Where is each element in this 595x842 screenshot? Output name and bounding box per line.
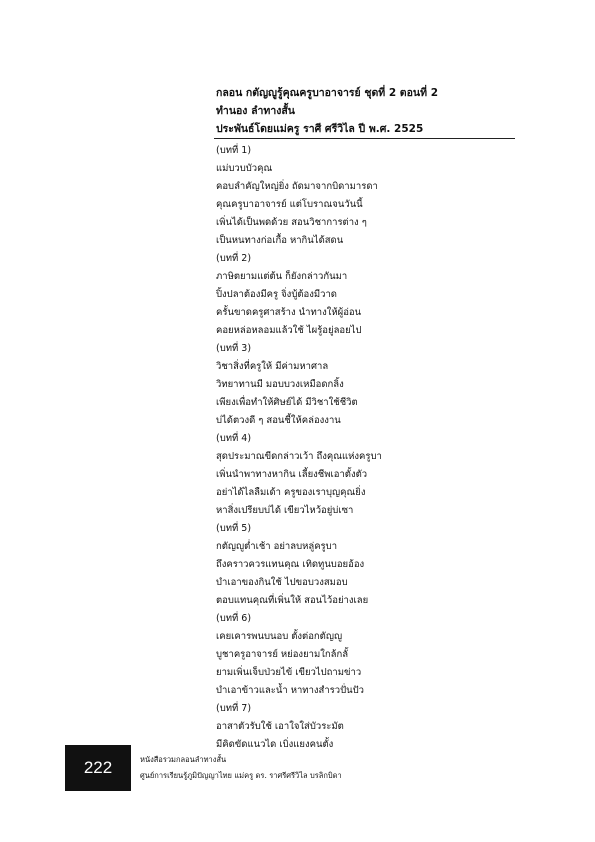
poem-line: ปิ้งปลาต้องมีครู จิ่งบู้ต้องมีวาด — [216, 289, 337, 300]
header-title: กลอน กตัญญูรู้คุณครูบาอาจารย์ ชุดที่ 2 ตอนที่ 2 — [216, 87, 438, 99]
poem-line: (บทที่ 4) — [216, 433, 252, 444]
poem-line: ถึงคราวควรแทนคุณ เทิดทูนบอยอ้อง — [216, 559, 365, 570]
footer-publisher: ศูนย์การเรียนรู้ภูมิปัญญาไทย แม่ครู ดร. ราศรีศรีวิไล บรลิกบิดา — [140, 771, 342, 780]
poem-line: เพิ่นนำพาทางหากิน เลี้ยงชีพเอาตั้งตัว — [216, 469, 368, 480]
poem-line: บ่ได้ตวงดี ๆ สอนชี้ให้คล่องงาน — [216, 415, 341, 426]
poem-line: คุณครูบาอาจารย์ แต่โบราณจนวันนี้ — [216, 199, 363, 210]
poem-line: เพียงเพื่อทำให้ศิษย์ได้ มีวิชาใช้ชีวิต — [216, 397, 358, 408]
poem-line: บำเอาของกินใช้ ไปขอบวงสมอบ — [216, 577, 348, 588]
page-footer — [140, 752, 342, 784]
poem-line: อาสาตัวรับใช้ เอาใจใส่บัวระมัต — [216, 721, 344, 732]
poem-line: แม่บวบบัวคุณ — [216, 163, 273, 174]
poem-line: กตัญญูต่ำเช้า อย่าลบหลู่ครูบา — [216, 541, 338, 552]
poem-line: ตอบแทนคุณที่เพิ่นให้ สอนไว้อย่างเลย — [216, 595, 369, 606]
poem-line: อย่าได้ไลลืมเด้า ครูของเราบุญคุณยิ่ง — [216, 487, 366, 498]
poem-line: (บทที่ 3) — [216, 343, 252, 354]
poem-line: ครั้นขาดครูศาสร้าง นำทางให้ผู้อ่อน — [216, 307, 362, 318]
poem-line: วิทยาทานมี มอบบวงเหมือดกลิ้ง — [216, 379, 344, 390]
poem-line: เคยเคารพนบนอบ ตั้งต่อกตัญญู — [216, 631, 343, 642]
header-author: ประพันธ์โดยแม่ครู ราศี ศรีวิไล ปี พ.ศ. 2525 — [216, 123, 424, 135]
poem-line: คอบลำคัญใหญ่ยิ่ง ถัดมาจากบิดามารดา — [216, 181, 378, 192]
poem-line: บูชาครูอาจารย์ หย่องยามใกล้กลั้ — [216, 649, 349, 660]
poem-line: คอยหล่อหลอมแล้วใช้ ไผรู้อยู่ลอยไป — [216, 325, 362, 336]
poem-line: ภาษิตยามแต่ต้น ก็ยังกล่าวกันมา — [216, 271, 348, 282]
footer-book-title: หนังสือรวมกลอนลำทางสั้น — [140, 755, 227, 764]
poem-line: หาสิ่งเปรียบบ่ได้ เขียวไหว้อยู่บ่เซา — [216, 505, 354, 516]
poem-line: (บทที่ 1) — [216, 145, 252, 156]
poem-line: วิชาสิ่งที่ครูให้ มีค่ามหาศาล — [216, 361, 329, 372]
poem-line: (บทที่ 5) — [216, 523, 252, 534]
poem-line: บำเอาข้าวและน้ำ หาทางสำรวปั่นปัว — [216, 685, 365, 696]
poem-line: (บทที่ 6) — [216, 613, 252, 624]
poem-body — [216, 142, 516, 754]
poem-line: (บทที่ 7) — [216, 703, 252, 714]
poem-line: (บทที่ 2) — [216, 253, 252, 264]
poem-line: เพิ่นได้เป็นพดด้วย สอนวิชาการต่าง ๆ — [216, 217, 367, 228]
poem-line: ยามเพิ่นเจ็บป่วยไข้ เขียวไปถามข่าว — [216, 667, 362, 678]
poem-header — [216, 84, 516, 138]
page-number: 222 — [65, 745, 131, 791]
poem-line: เป็นหนทางก่อเกื้อ หากินได้สดน — [216, 235, 344, 246]
header-divider — [214, 138, 515, 139]
header-melody: ทำนอง ลำทางสั้น — [216, 105, 295, 117]
poem-line: สุดประมาณขีดกล่าวเว้า ถึงคุณแห่งครูบา — [216, 451, 382, 462]
poem-line: มีคิดขัดแนวได เบิ่งแยงคนตั้ง — [216, 739, 334, 750]
